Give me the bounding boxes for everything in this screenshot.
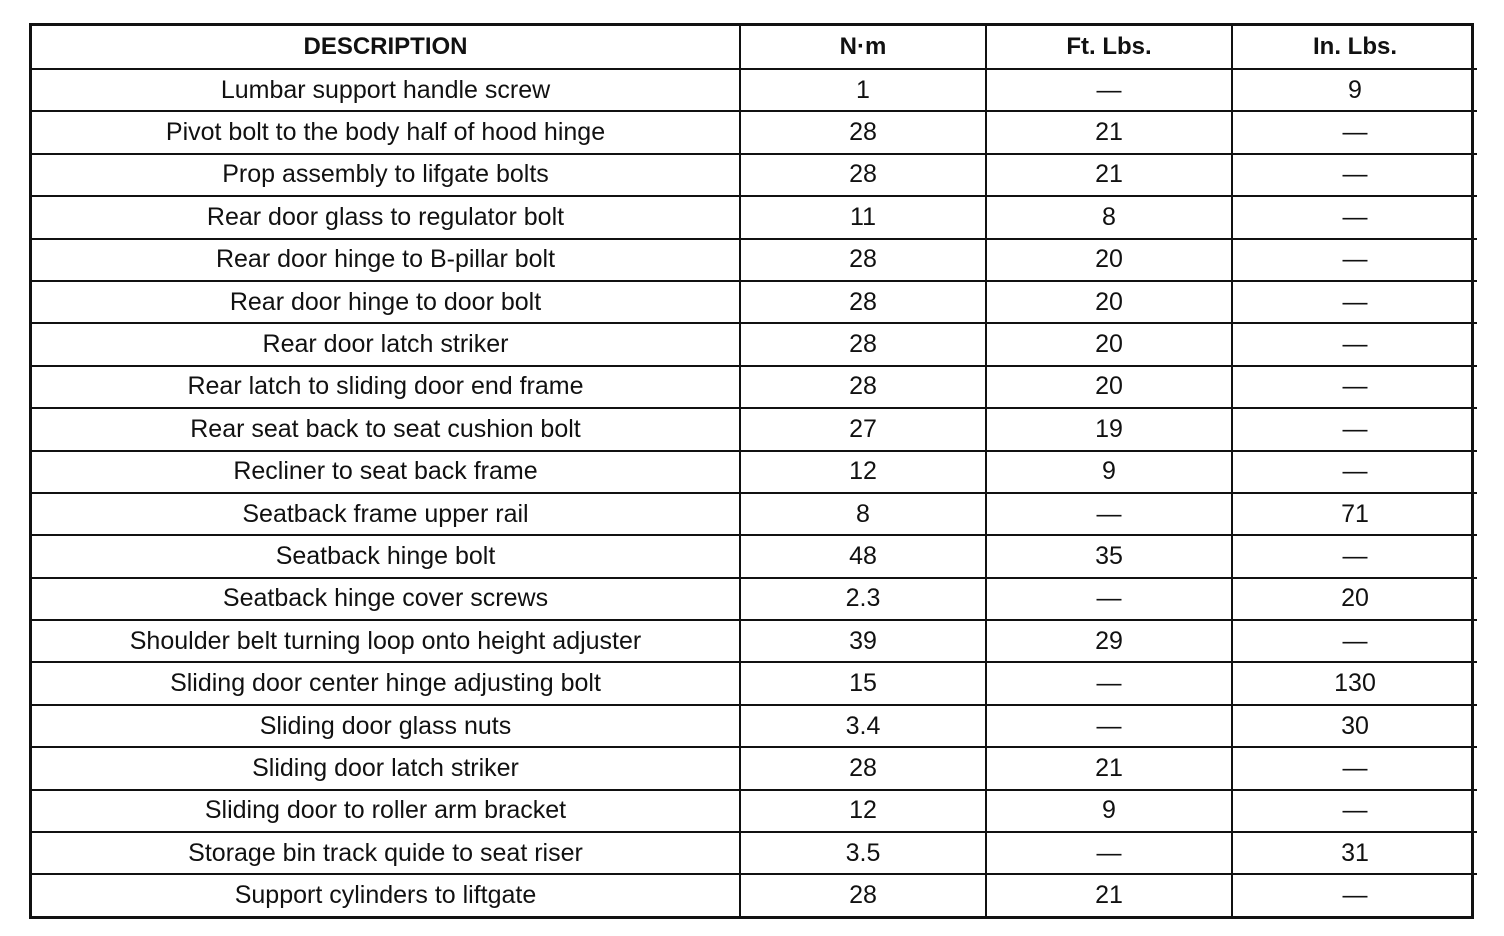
cell-in-lbs: — (1232, 874, 1477, 915)
cell-nm: 28 (740, 323, 986, 365)
cell-description: Shoulder belt turning loop onto height adjuster (32, 620, 740, 662)
header-description: DESCRIPTION (32, 26, 740, 69)
cell-nm: 8 (740, 493, 986, 535)
table-row (32, 323, 1477, 365)
cell-description: Pivot bolt to the body half of hood hinge (32, 111, 740, 153)
cell-ft-lbs: — (986, 662, 1232, 704)
table-row (32, 535, 1477, 577)
cell-description: Rear seat back to seat cushion bolt (32, 408, 740, 450)
table-row (32, 408, 1477, 450)
cell-ft-lbs: — (986, 705, 1232, 747)
cell-description: Prop assembly to lifgate bolts (32, 154, 740, 196)
cell-nm: 27 (740, 408, 986, 450)
cell-ft-lbs: 20 (986, 281, 1232, 323)
cell-ft-lbs: 29 (986, 620, 1232, 662)
cell-description: Support cylinders to liftgate (32, 874, 740, 915)
cell-ft-lbs: 21 (986, 111, 1232, 153)
table-row (32, 662, 1477, 704)
cell-in-lbs: — (1232, 323, 1477, 365)
header-in-lbs: In. Lbs. (1232, 26, 1477, 69)
cell-in-lbs: — (1232, 790, 1477, 832)
table-row (32, 705, 1477, 747)
cell-nm: 39 (740, 620, 986, 662)
cell-in-lbs: — (1232, 451, 1477, 493)
cell-description: Rear latch to sliding door end frame (32, 366, 740, 408)
cell-nm: 28 (740, 874, 986, 915)
cell-in-lbs: — (1232, 239, 1477, 281)
cell-description: Lumbar support handle screw (32, 69, 740, 111)
cell-nm: 28 (740, 366, 986, 408)
cell-nm: 28 (740, 111, 986, 153)
cell-in-lbs: 30 (1232, 705, 1477, 747)
cell-in-lbs: 71 (1232, 493, 1477, 535)
cell-nm: 28 (740, 281, 986, 323)
table-row (32, 451, 1477, 493)
cell-nm: 1 (740, 69, 986, 111)
cell-in-lbs: — (1232, 281, 1477, 323)
table-row (32, 281, 1477, 323)
cell-in-lbs: — (1232, 111, 1477, 153)
cell-in-lbs: — (1232, 408, 1477, 450)
cell-ft-lbs: 20 (986, 323, 1232, 365)
cell-description: Rear door hinge to B-pillar bolt (32, 239, 740, 281)
cell-in-lbs: — (1232, 747, 1477, 789)
cell-ft-lbs: 21 (986, 874, 1232, 915)
cell-in-lbs: 20 (1232, 578, 1477, 620)
cell-ft-lbs: 20 (986, 366, 1232, 408)
cell-description: Seatback hinge bolt (32, 535, 740, 577)
table-row (32, 620, 1477, 662)
cell-ft-lbs: 9 (986, 451, 1232, 493)
cell-description: Rear door glass to regulator bolt (32, 196, 740, 238)
table-row (32, 196, 1477, 238)
cell-in-lbs: — (1232, 154, 1477, 196)
cell-in-lbs: — (1232, 196, 1477, 238)
header-nm: N·m (740, 26, 986, 69)
table-row (32, 790, 1477, 832)
header-ft-lbs: Ft. Lbs. (986, 26, 1232, 69)
cell-description: Sliding door latch striker (32, 747, 740, 789)
table-row (32, 111, 1477, 153)
cell-nm: 15 (740, 662, 986, 704)
cell-ft-lbs: 20 (986, 239, 1232, 281)
cell-description: Rear door hinge to door bolt (32, 281, 740, 323)
cell-nm: 2.3 (740, 578, 986, 620)
cell-ft-lbs: 21 (986, 747, 1232, 789)
header-row (32, 26, 1477, 69)
table-row (32, 493, 1477, 535)
table-row (32, 154, 1477, 196)
table-row (32, 578, 1477, 620)
cell-in-lbs: 130 (1232, 662, 1477, 704)
cell-ft-lbs: 8 (986, 196, 1232, 238)
cell-ft-lbs: 35 (986, 535, 1232, 577)
table-row (32, 239, 1477, 281)
cell-in-lbs: 31 (1232, 832, 1477, 874)
cell-nm: 12 (740, 451, 986, 493)
cell-ft-lbs: — (986, 832, 1232, 874)
cell-ft-lbs: 21 (986, 154, 1232, 196)
cell-ft-lbs: 9 (986, 790, 1232, 832)
torque-spec-table (29, 23, 1474, 919)
cell-in-lbs: — (1232, 620, 1477, 662)
cell-description: Rear door latch striker (32, 323, 740, 365)
table-row (32, 747, 1477, 789)
cell-in-lbs: 9 (1232, 69, 1477, 111)
cell-ft-lbs: — (986, 493, 1232, 535)
cell-nm: 3.5 (740, 832, 986, 874)
cell-nm: 12 (740, 790, 986, 832)
table-row (32, 69, 1477, 111)
cell-description: Seatback hinge cover screws (32, 578, 740, 620)
cell-description: Seatback frame upper rail (32, 493, 740, 535)
cell-description: Storage bin track quide to seat riser (32, 832, 740, 874)
cell-in-lbs: — (1232, 535, 1477, 577)
cell-nm: 28 (740, 154, 986, 196)
cell-nm: 28 (740, 239, 986, 281)
cell-nm: 3.4 (740, 705, 986, 747)
table-body (32, 69, 1477, 916)
cell-nm: 48 (740, 535, 986, 577)
cell-nm: 28 (740, 747, 986, 789)
torque-table (32, 26, 1477, 916)
table-row (32, 832, 1477, 874)
cell-ft-lbs: — (986, 69, 1232, 111)
cell-description: Sliding door glass nuts (32, 705, 740, 747)
cell-description: Recliner to seat back frame (32, 451, 740, 493)
cell-nm: 11 (740, 196, 986, 238)
cell-ft-lbs: — (986, 578, 1232, 620)
cell-in-lbs: — (1232, 366, 1477, 408)
cell-description: Sliding door center hinge adjusting bolt (32, 662, 740, 704)
table-row (32, 874, 1477, 915)
cell-description: Sliding door to roller arm bracket (32, 790, 740, 832)
cell-ft-lbs: 19 (986, 408, 1232, 450)
table-row (32, 366, 1477, 408)
